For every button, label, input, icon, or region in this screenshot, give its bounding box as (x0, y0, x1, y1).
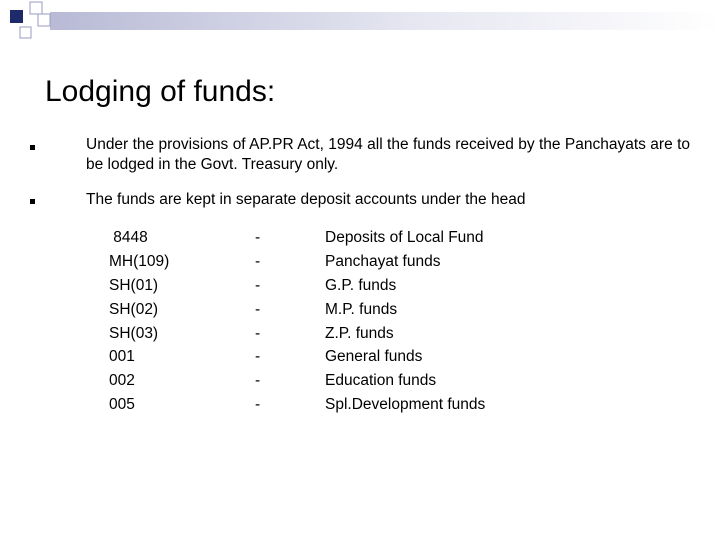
account-description: Education funds (325, 372, 437, 390)
account-separator: - (255, 300, 261, 318)
header-decoration (0, 0, 720, 45)
slide-title: Lodging of funds: (45, 75, 276, 108)
account-separator-column (255, 226, 260, 417)
bullet-text-2: The funds are kept in separate deposit accounts under the head (86, 191, 526, 208)
account-description: Deposits of Local Fund (325, 229, 484, 246)
account-code: 001 (109, 348, 135, 366)
account-code: 005 (109, 396, 135, 414)
bullet-text-1: Under the provisions of AP.PR Act, 1994 all the funds received by the Panchayats are to be lodged in the Govt. Treasury only. (86, 136, 690, 173)
account-description: M.P. funds (325, 300, 398, 318)
account-description: Z.P. funds (325, 324, 394, 342)
deco-square-dark (10, 10, 23, 23)
account-separator: - (255, 252, 261, 270)
account-description: General funds (325, 348, 423, 366)
account-separator: - (255, 348, 261, 366)
header-gradient-bar (50, 12, 720, 30)
deco-square-light-1 (30, 2, 42, 14)
deco-square-light-3 (20, 27, 31, 38)
bullet-marker-1 (30, 145, 35, 150)
account-code-column (109, 226, 169, 417)
account-description: Spl.Development funds (325, 396, 486, 414)
account-separator: - (255, 276, 261, 294)
account-separator: - (255, 372, 261, 390)
account-separator: - (255, 229, 261, 246)
bullet-marker-2 (30, 199, 35, 204)
deco-square-light-2 (38, 14, 50, 26)
account-code: 002 (109, 372, 135, 390)
account-code: SH(02) (109, 300, 159, 318)
account-code: MH(109) (109, 252, 170, 270)
account-description: G.P. funds (325, 276, 397, 294)
account-code: SH(01) (109, 276, 159, 294)
account-separator: - (255, 396, 261, 414)
account-code: SH(03) (109, 324, 159, 342)
account-separator: - (255, 324, 261, 342)
account-description-column (325, 226, 485, 417)
account-code: 8448 (109, 229, 148, 246)
account-description: Panchayat funds (325, 252, 441, 270)
